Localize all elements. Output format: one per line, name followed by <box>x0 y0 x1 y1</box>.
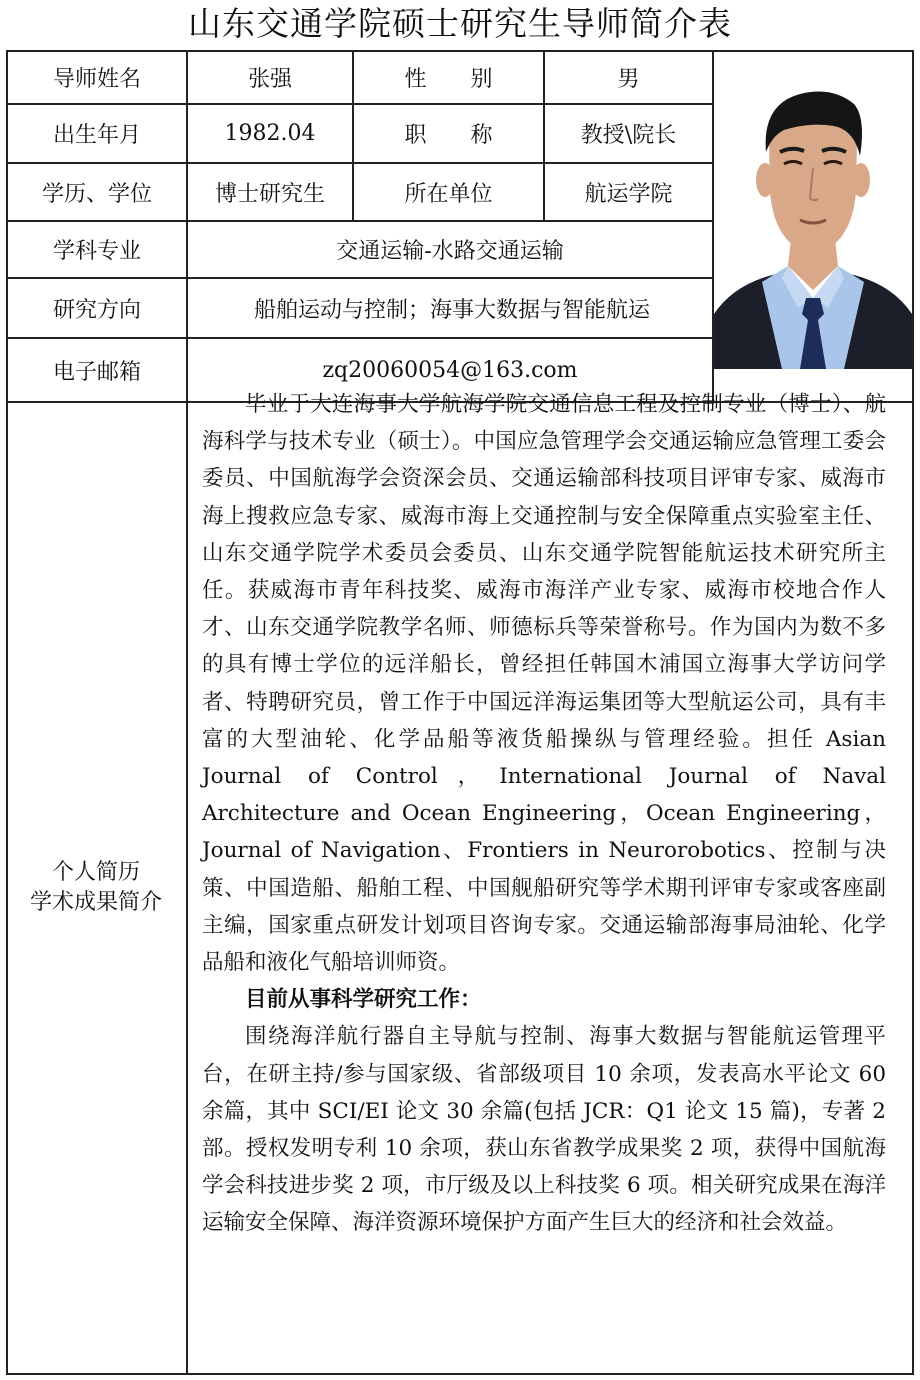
birth-label: 出生年月 <box>52 123 141 148</box>
major-value: 交通运输-水路交通运输 <box>336 239 564 264</box>
bio-paragraph-2: 围绕海洋航行器自主导航与控制、海事大数据与智能航运管理平台，在研主持/参与国家级、省部级项目 10 余项，发表高水平论文 60 余篇，其中 SCI/EI 论文 30 余篇(包括 JCR：Q1 论文 15 篇)，专著 2 部。授权发明专利 10 余项，获山东省教学成果奖 2 项，获得中国航海学会科技进步奖 2 项，市厅级及以上科技奖 6 项。相关研究成果在海洋运输安全保障、海洋资源环境保护方面产生巨大的经济和社会效益。 <box>202 1024 886 1236</box>
major-label: 学科专业 <box>52 239 141 264</box>
portrait-photo-icon <box>714 52 912 369</box>
title-label: 职 称 <box>404 123 493 148</box>
birth-value: 1982.04 <box>224 121 316 146</box>
title-value: 教授\院长 <box>580 123 677 148</box>
gender-label: 性 别 <box>404 67 493 92</box>
gender-value: 男 <box>617 67 640 92</box>
table-border-right <box>912 50 914 1375</box>
bio-paragraph-1: 毕业于大连海事大学航海学院交通信息工程及控制专业（博士）、航海科学与技术专业（硕士）。中国应急管理学会交通运输应急管理工委会委员、中国航海学会资深会员、交通运输部科技项目评审专家、威海市海上搜救应急专家、威海市海上交通控制与安全保障重点实验室主任、山东交通学院学术委员会委员、山东交通学院智能航运技术研究所主任。获威海市青年科技奖、威海市海洋产业专家、威海市校地合作人才、山东交通学院教学名师、师德标兵等荣誉称号。作为国内为数不多的具有博士学位的远洋船长，曾经担任韩国木浦国立海事大学访问学者、特聘研究员，曾工作于中国远洋海运集团等大型航运公司，具有丰富的大型油轮、化学品船等液货船操纵与管理经验。担任 Asian Journal of Control，International Journal of Naval Architecture and Ocean Engineering，Ocean Engineering，Journal of Navigation、Frontiers in Neurorobotics、控制与决策、中国造船、船舶工程、中国舰船研究等学术期刊评审专家或客座副主编，国家重点研发计划项目咨询专家。交通运输部海事局油轮、化学品船和液化气船培训师资。 <box>202 392 886 976</box>
bio-label <box>6 403 186 1373</box>
research-work-heading: 目前从事科学研究工作： <box>245 987 482 1013</box>
page-title: 山东交通学院硕士研究生导师简介表 <box>188 4 732 43</box>
name-value: 张强 <box>247 67 292 92</box>
unit-label: 所在单位 <box>404 181 493 207</box>
degree-value: 博士研究生 <box>214 181 325 207</box>
unit-value: 航运学院 <box>584 181 673 207</box>
table-border-bottom <box>6 1373 914 1375</box>
name-label: 导师姓名 <box>52 67 141 92</box>
portrait-photo <box>714 52 912 369</box>
research-label: 研究方向 <box>52 297 141 323</box>
bio-label-line1: 个人简历 <box>51 860 140 885</box>
email-value: zq20060054@163.com <box>322 357 578 383</box>
bio-content <box>202 386 886 1242</box>
degree-label: 学历、学位 <box>41 181 152 207</box>
email-label: 电子邮箱 <box>52 359 141 385</box>
bio-label-line2: 学术成果简介 <box>29 890 162 915</box>
research-value: 船舶运动与控制；海事大数据与智能航运 <box>254 297 651 323</box>
